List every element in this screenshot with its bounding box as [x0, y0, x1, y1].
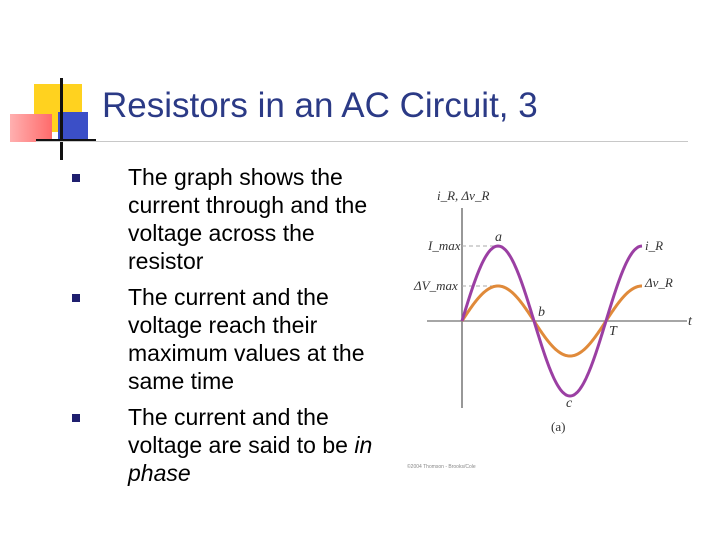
figure-caption: (a) — [551, 419, 566, 434]
bullet-list — [72, 163, 392, 487]
vmax-label: ΔV_max — [414, 278, 458, 293]
bullet-item — [72, 163, 392, 275]
ac-resistor-graph — [405, 168, 705, 473]
bullet-marker — [72, 414, 80, 422]
y-axis-label: i_R, Δv_R — [437, 188, 490, 203]
period-label: T — [609, 324, 617, 339]
point-b-label: b — [538, 305, 545, 320]
point-a-label: a — [495, 230, 502, 245]
title-divider — [36, 141, 688, 142]
bullet-text: The graph shows the current through and the voltage across the resistor — [128, 164, 368, 274]
slide-title: Resistors in an AC Circuit, 3 — [102, 86, 538, 125]
decor-vertical-line — [60, 78, 63, 160]
voltage-curve-label: Δv_R — [645, 275, 673, 290]
t-axis-label: t — [688, 314, 692, 329]
bullet-marker — [72, 294, 80, 302]
bullet-emphasis: in phase — [128, 432, 373, 486]
point-c-label: c — [566, 396, 573, 411]
bullet-item — [72, 283, 392, 395]
copyright-note: ©2004 Thomson - Brooks/Cole — [407, 464, 476, 470]
imax-label: I_max — [428, 238, 461, 253]
bullet-text: The current and the voltage reach their maximum values at the same time — [128, 284, 365, 394]
bullet-marker — [72, 174, 80, 182]
bullet-item — [72, 403, 392, 487]
decor-red-square — [10, 114, 52, 142]
bullet-text: The current and the voltage are said to be — [128, 404, 355, 458]
current-curve-label: i_R — [645, 238, 664, 253]
